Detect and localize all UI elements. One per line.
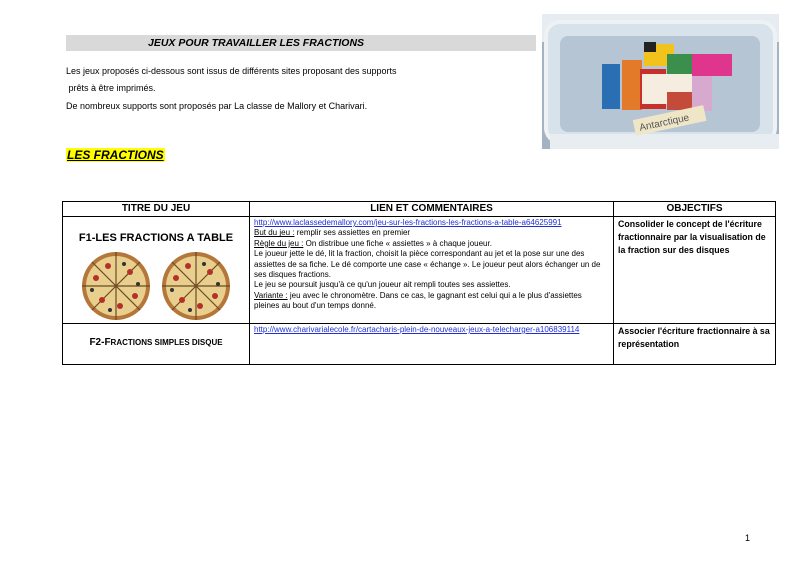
intro-line-1: Les jeux proposés ci-dessous sont issus de différents sites proposant des supports — [66, 66, 397, 76]
game-title: F2-FRACTIONS SIMPLES DISQUE — [89, 337, 223, 348]
game-description-cell — [250, 324, 614, 365]
pizza-disc-image — [160, 250, 232, 322]
header-objectives: OBJECTIFS — [614, 202, 776, 217]
rule-text: jeu avec le chronomètre. Dans ce cas, le gagnant est celui qui a le plus d'assiettes pleines au bout d'un temps donné. — [254, 290, 582, 311]
table-header-row — [63, 202, 776, 217]
rule-label: But du jeu : — [254, 228, 295, 238]
pizza-disc-image — [80, 250, 152, 322]
objective-cell: Consolider le concept de l'écriture fractionnaire par la visualisation de la fraction sur des disques — [614, 217, 776, 324]
game-title-cell — [63, 217, 250, 324]
game-link[interactable]: http://www.laclassedemallory.com/jeu-sur-les-fractions-les-fractions-a-table-a64625991 — [254, 218, 562, 227]
rule-label: Règle du jeu : — [254, 238, 304, 248]
page-number: 1 — [745, 533, 751, 543]
photo-game-box — [542, 14, 779, 149]
intro-line-3: De nombreux supports sont proposés par La classe de Mallory et Charivari. — [66, 101, 368, 111]
rule-text: remplir ses assiettes en premier — [294, 228, 411, 238]
game-title-cell — [63, 324, 250, 365]
photo-box-label: Antarctique — [638, 112, 691, 134]
rule-text: Le jeu se poursuit jusqu'à ce qu'un joueur ait rempli toutes ses assiettes. — [254, 280, 511, 290]
rule-label: Variante : — [254, 290, 288, 300]
game-link[interactable]: http://www.charivarialecole.fr/cartacharis-plein-de-nouveaux-jeux-a-telecharger-a106839114 — [254, 325, 580, 334]
table-row — [63, 324, 776, 365]
header-link: LIEN ET COMMENTAIRES — [250, 202, 614, 217]
rule-text: On distribue une fiche « assiettes » à chaque joueur. — [303, 238, 492, 248]
header-title: TITRE DU JEU — [63, 202, 250, 217]
objective-cell: Associer l'écriture fractionnaire à sa représentation — [614, 324, 776, 365]
rule-text: Le joueur jette le dé, lit la fraction, choisit la pièce correspondant au jet et la pose sur une des assiettes de sa fiche. Le dé comporte une case « échange ». Le joueur peut alors échanger un de ses disques fractions. — [254, 249, 601, 280]
game-title: F1-LES FRACTIONS A TABLE — [78, 232, 234, 244]
game-description-cell — [250, 217, 614, 324]
intro-line-2: prêts à être imprimés. — [66, 83, 156, 93]
table-row — [63, 217, 776, 324]
section-title: LES FRACTIONS — [67, 148, 164, 162]
document-title: JEUX POUR TRAVAILLER LES FRACTIONS — [66, 35, 536, 51]
games-table — [62, 201, 776, 365]
